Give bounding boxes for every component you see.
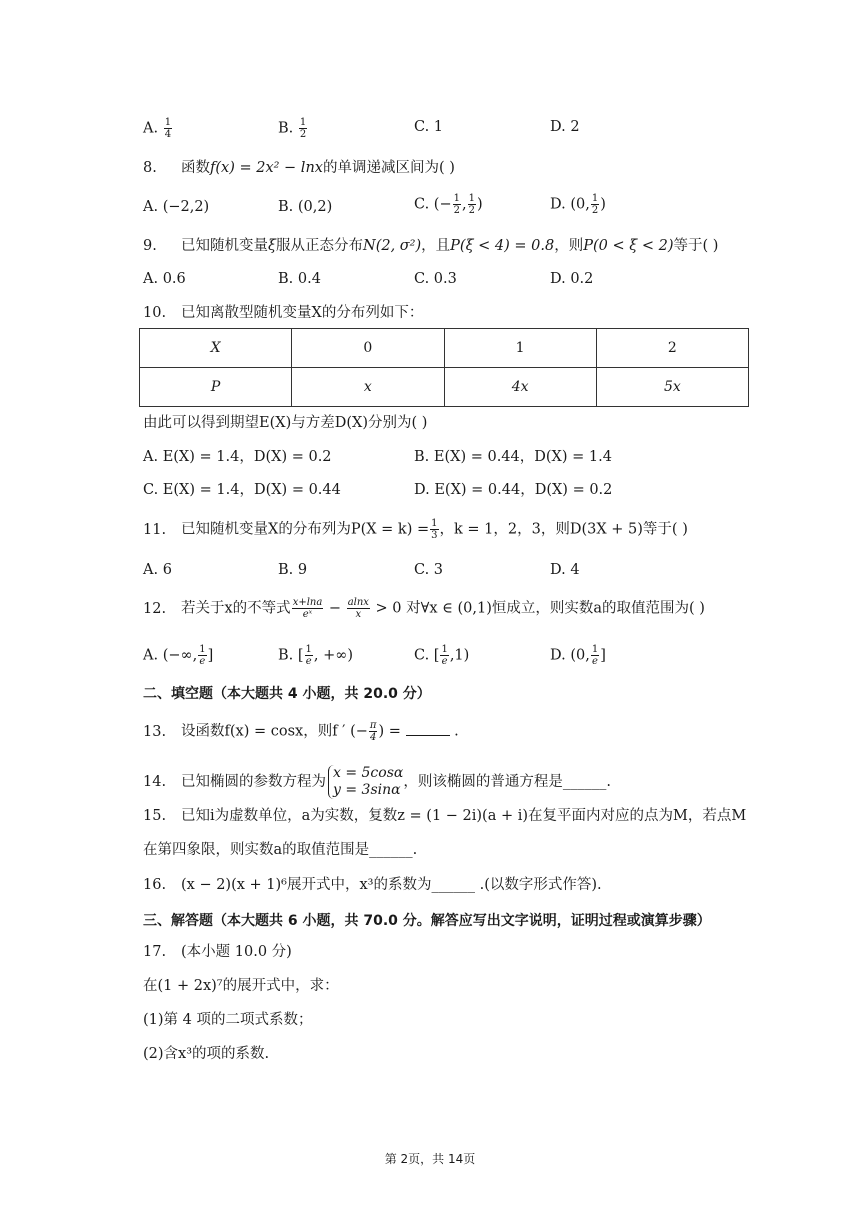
q9-option-b: B. 0.4 [278,271,321,287]
equation-system: x = 5cosα y = 3sinα [328,765,403,799]
question-16: 16. (x − 2)(x + 1)⁶展开式中，x³的系数为______ .(以数字形式作答). [143,877,602,893]
question-15: 15. 已知i为虚数单位，a为实数，复数z = (1 − 2i)(a + i)在复平面内对应的点为M，若点M [143,808,747,824]
table-row [140,368,749,407]
question-11: 11. 已知随机变量X的分布列为P(X = k) = $\frac{1}{3}$ ，k = 1，2，3，则D(3X + 5)等于( ) [143,518,688,541]
table-cell: 1 [444,329,596,368]
section-2-heading: 二、填空题（本大题共 4 小题，共 20.0 分） [143,686,431,702]
question-10-prompt: 由此可以得到期望E(X)与方差D(X)分别为( ) [143,415,428,431]
q9-option-a: A. 0.6 [143,271,186,287]
distribution-table [139,328,749,407]
answer-blank [406,721,450,736]
question-17-line-1: 在(1 + 2x)⁷的展开式中，求： [143,978,339,994]
q9-option-c: C. 0.3 [414,271,457,287]
q7-option-c: C. 1 [414,119,444,135]
q10-option-b: B. E(X) = 0.44，D(X) = 1.4 [414,449,612,465]
q12-option-d: D. (0, $\frac{1}{e}$ ] [550,644,606,667]
table-cell: 2 [596,329,748,368]
q10-option-a: A. E(X) = 1.4，D(X) = 0.2 [143,449,332,465]
q9-option-d: D. 0.2 [550,271,594,287]
q7-option-d: D. 2 [550,119,580,135]
question-14: 14. 已知椭圆的参数方程为x = 5cosα y = 3sinα ，则该椭圆的普通方程是______. [143,765,611,798]
page-footer: 第 2页，共 14页 [384,1152,476,1166]
q8-option-c: C. (− $\frac{1}{2}$ , $\frac{1}{2}$ ) [414,193,483,216]
q11-option-c: C. 3 [414,562,444,578]
question-8: 8. 函数f(x) = 2x² − lnx的单调递减区间为( ) [143,160,455,176]
q8-option-b: B. (0,2) [278,199,333,215]
q12-option-c: C. [ $\frac{1}{e}$ ,1) [414,644,470,667]
question-13: 13. 设函数f(x) = cosx，则f ′ (− $\frac{\pi}{4}$ ) = . [143,720,459,743]
q7-option-b: B. $\frac{1}{2}$ [278,117,307,140]
question-12: 12. 若关于x的不等式 $\frac{x+\ln a}{\text{eˣ}}$ − $\frac{alnx}{x}$ > 0 对∀x ∈ (0,1)恒成立，则实数a的取值范围为( ) [143,597,705,620]
table-cell: X [140,329,292,368]
q11-option-d: D. 4 [550,562,580,578]
table-row [140,329,749,368]
q12-option-b: B. [ $\frac{1}{e}$ , +∞) [278,644,354,667]
table-cell: 4x [444,368,596,407]
q11-option-a: A. 6 [143,562,172,578]
q10-option-d: D. E(X) = 0.44，D(X) = 0.2 [414,482,613,498]
question-9: 9. 已知随机变量ξ服从正态分布N(2, σ²)，且P(ξ < 4) = 0.8，则P(0 < ξ < 2)等于( ) [143,238,719,254]
q7-option-a: A. $\frac{1}{4}$ [143,117,172,140]
table-cell: 0 [292,329,444,368]
question-17: 17. (本小题 10.0 分) [143,944,292,960]
table-cell: 5x [596,368,748,407]
section-3-heading: 三、解答题（本大题共 6 小题，共 70.0 分。解答应写出文字说明，证明过程或演算步骤） [143,913,711,929]
q11-option-b: B. 9 [278,562,308,578]
q12-option-a: A. (−∞, $\frac{1}{e}$ ] [143,644,214,667]
q8-option-a: A. (−2,2) [143,199,210,215]
question-10: 10. 已知离散型随机变量X的分布列如下： [143,305,424,321]
q8-option-d: D. (0, $\frac{1}{2}$ ) [550,193,606,216]
question-15-line-2: 在第四象限，则实数a的取值范围是______. [143,842,418,858]
q10-option-c: C. E(X) = 1.4，D(X) = 0.44 [143,482,341,498]
question-17-line-3: (2)含x³的项的系数. [143,1046,270,1062]
table-cell: P [140,368,292,407]
question-17-line-2: (1)第 4 项的二项式系数； [143,1012,313,1028]
table-cell: x [292,368,444,407]
